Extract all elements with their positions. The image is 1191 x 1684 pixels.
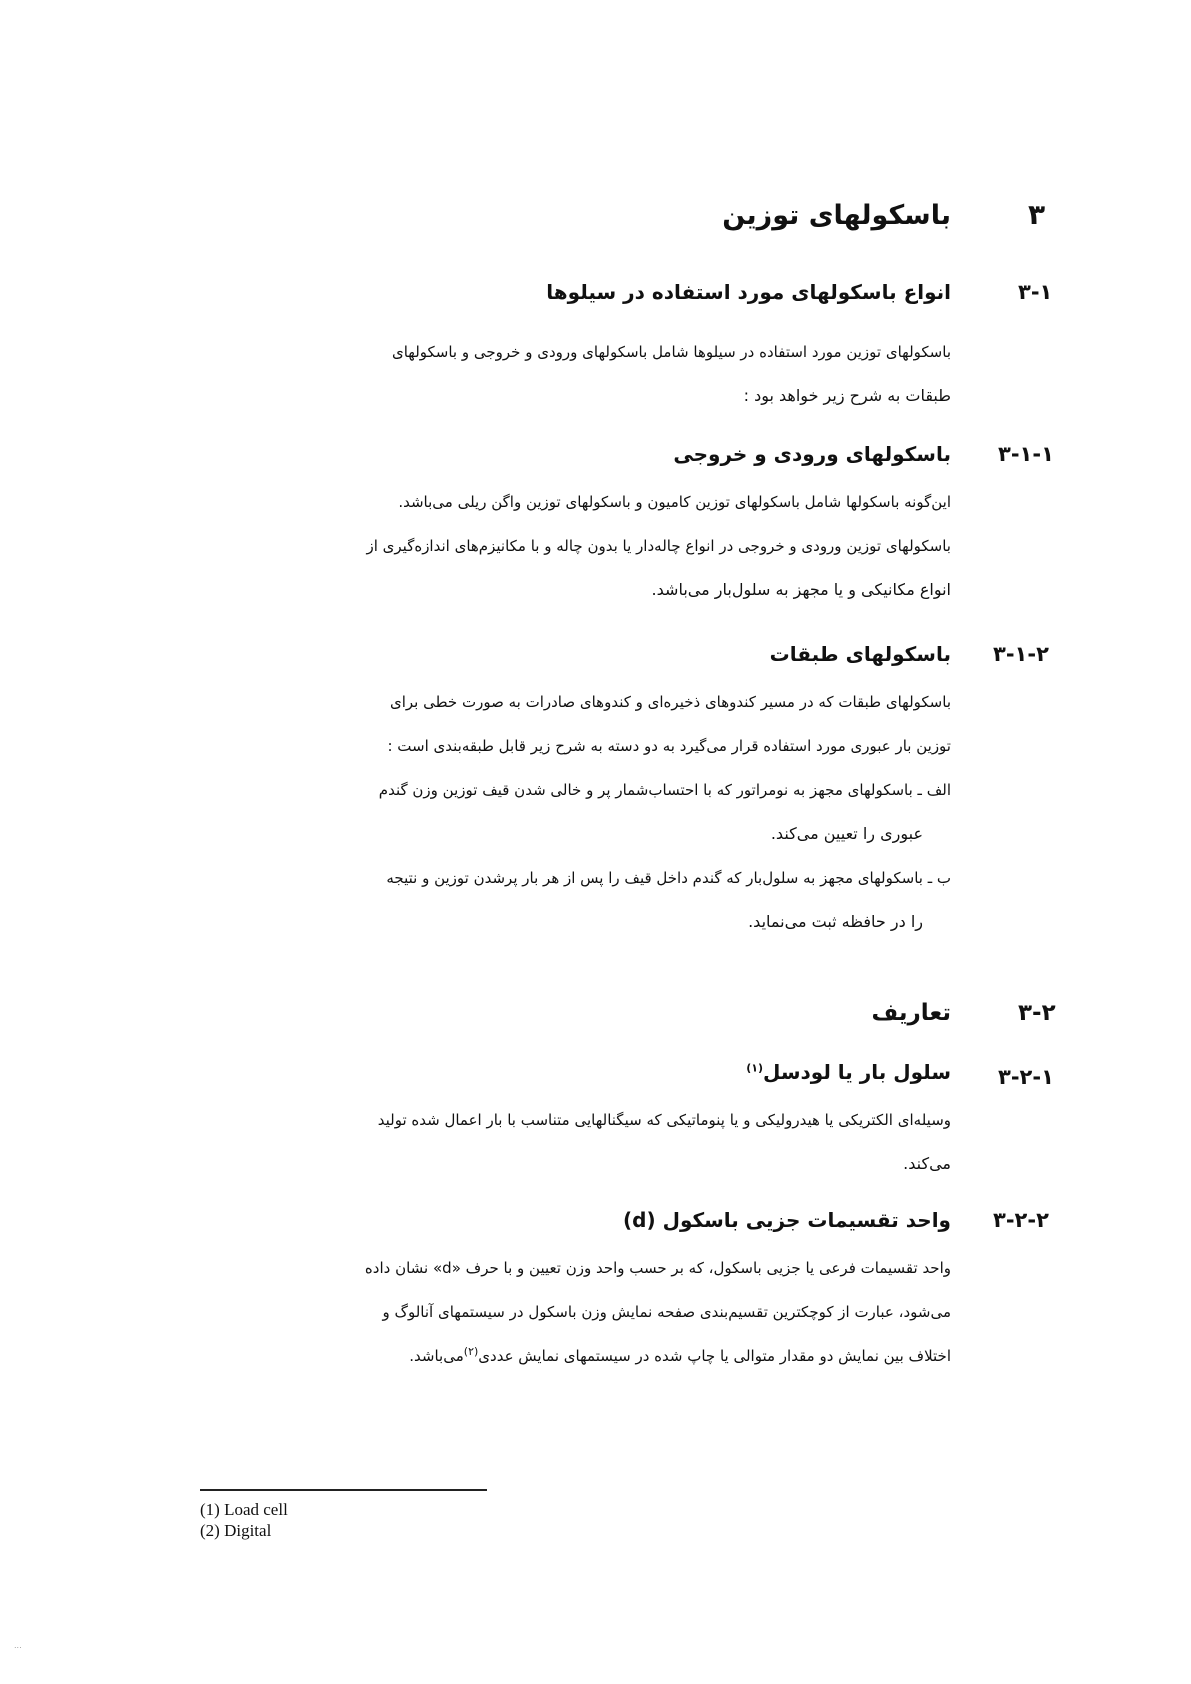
item-a [203,768,951,856]
section-3-2-1-body [203,1098,951,1186]
footnote-1: (1) Load cell [200,1500,288,1519]
section-3-2-number: ۳-۲ [1018,1000,1056,1026]
footnote-2: (2) Digital [200,1521,272,1540]
footnote-ref-2: (۲) [463,1345,479,1358]
section-3-2-title: تعاریف [871,1000,951,1026]
section-3-2-2-line-3-text: اختلاف بین نمایش دو مقدار متوالی یا چاپ شده در سیستمهای نمایش عددی [478,1347,951,1365]
section-3-2-2-body [203,1246,951,1378]
section-3-2-2-number: ۳-۲-۲ [993,1208,1049,1232]
section-3-2-1-title-text: سلول بار یا لودسل [763,1060,951,1084]
section-3-1-number: ۳-۱ [1018,280,1053,304]
item-b [203,856,951,944]
section-3-1-2-body [203,680,951,768]
item-b-line-1: ب ـ باسکولهای مجهز به سلول‌بار که گندم داخل قیف را پس از هر بار پرشدن توزین و نتیجه [386,869,951,887]
section-3-2-2-line-3 [203,1334,951,1378]
footnote-divider [200,1489,487,1491]
section-3-1-1-title: باسکولهای ورودی و خروجی [673,442,951,466]
section-3-1-1-line-2: باسکولهای توزین ورودی و خروجی در انواع چاله‌دار یا بدون چاله و با مکانیزم‌های اندازه‌گیری از [366,537,951,555]
section-3-2-1-number: ۳-۲-۱ [998,1065,1054,1089]
section-3-1-2-line-1: باسکولهای طبقات که در مسیر کندوهای ذخیره‌ای و کندوهای صادرات به صورت خطی برای [390,693,951,711]
section-3-2-1-line-2: می‌کند. [903,1154,951,1173]
section-3-1-body [203,330,951,418]
chapter-title: باسکولهای توزین [722,200,951,231]
section-3-1-1-line-3: انواع مکانیکی و یا مجهز به سلول‌بار می‌باشد. [651,580,951,599]
section-3-1-1-line-1: این‌گونه باسکولها شامل باسکولهای توزین کامیون و باسکولهای توزین واگن ریلی می‌باشد. [398,493,951,511]
section-3-1-1-body [203,480,951,612]
section-3-2-2-line-2: می‌شود، عبارت از کوچکترین تقسیم‌بندی صفحه نمایش وزن باسکول در سیستمهای آنالوگ و [382,1303,951,1321]
section-3-1-2-number: ۳-۱-۲ [993,642,1049,666]
section-3-2-1-line-1: وسیله‌ای الکتریکی یا هیدرولیکی و یا پنوماتیکی که سیگنالهایی متناسب با بار اعمال شده تولید [377,1111,951,1129]
scan-mark: ... [14,1641,22,1650]
item-b-line-2: را در حافظه ثبت می‌نماید. [748,912,923,931]
section-3-1-2-title: باسکولهای طبقات [769,642,951,666]
section-3-1-line-1: باسکولهای توزین مورد استفاده در سیلوها شامل باسکولهای ورودی و خروجی و باسکولهای [391,343,951,361]
section-3-1-line-2: طبقات به شرح زیر خواهد بود : [743,386,951,405]
item-a-line-1: الف ـ باسکولهای مجهز به نومراتور که با احتساب‌شمار پر و خالی شدن قیف توزین وزن گندم [378,781,951,799]
chapter-number: ۳ [1028,198,1046,231]
section-3-2-2-title: واحد تقسیمات جزیی باسکول (d) [623,1208,951,1232]
item-a-line-2: عبوری را تعیین می‌کند. [770,824,923,843]
footnote-ref-1: (۱) [746,1061,763,1075]
section-3-2-2-line-1: واحد تقسیمات فرعی یا جزیی باسکول، که بر حسب واحد وزن تعیین و با حرف «d» نشان داده [364,1259,951,1277]
section-3-1-title: انواع باسکولهای مورد استفاده در سیلوها [546,280,951,304]
section-3-1-2-line-2: توزین بار عبوری مورد استفاده قرار می‌گیرد به دو دسته به شرح زیر قابل طبقه‌بندی است : [387,737,951,755]
section-3-2-1-title [746,1060,951,1084]
section-3-1-1-number: ۳-۱-۱ [998,442,1054,466]
section-3-2-2-line-3-end: می‌باشد. [409,1347,464,1365]
